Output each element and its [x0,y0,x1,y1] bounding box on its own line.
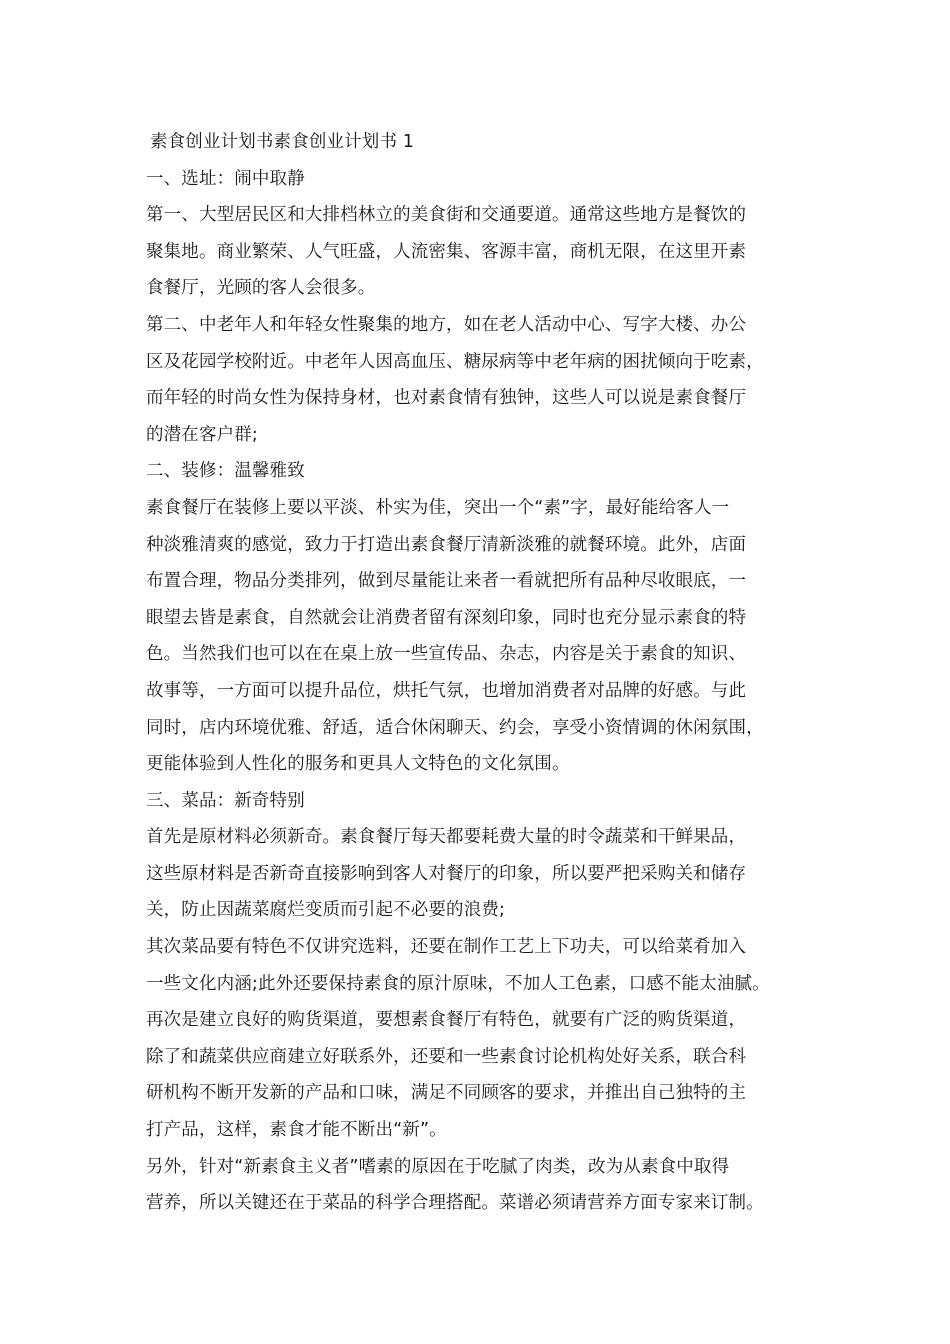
text-line: 而年轻的时尚女性为保持身材，也对素食情有独钟，这些人可以说是素食餐厅 [146,388,747,409]
section-heading-dishes: 三、菜品：新奇特别 [146,790,305,811]
document-body [146,124,826,1222]
text-line: 色。当然我们也可以在在桌上放一些宣传品、杂志，内容是关于素食的知识、 [146,644,747,665]
text-line: 一些文化内涵;此外还要保持素食的原汁原味，不加人工色素，口感不能太油腻。 [146,973,770,994]
text-line: 同时，店内环境优雅、舒适，适合休闲聊天、约会，享受小资情调的休闲氛围， [146,717,764,738]
section-heading-decoration: 二、装修：温馨雅致 [146,461,305,482]
text-line: 这些原材料是否新奇直接影响到客人对餐厅的印象，所以要严把采购关和储存 [146,863,747,884]
text-line: 更能体验到人性化的服务和更具人文特色的文化氛围。 [146,754,570,775]
text-line: 第二、中老年人和年轻女性聚集的地方，如在老人活动中心、写字大楼、办公 [146,314,747,335]
section-heading-location: 一、选址：闹中取静 [146,168,305,189]
text-line: 眼望去皆是素食，自然就会让消费者留有深刻印象，同时也充分显示素食的特 [146,607,747,628]
text-line: 打产品，这样，素食才能不断出“新”。 [146,1120,447,1141]
text-line: 营养，所以关键还在于菜品的科学合理搭配。菜谱必须请营养方面专家来订制。 [146,1193,764,1214]
text-line: 布置合理，物品分类排列，做到尽量能让来者一看就把所有品种尽收眼底，一 [146,571,747,592]
document-title: 素食创业计划书素食创业计划书 1 [150,132,415,152]
text-line: 素食餐厅在装修上要以平淡、朴实为佳，突出一个“素”字，最好能给客人一 [146,497,730,518]
text-line: 另外，针对“新素食主义者”嗜素的原因在于吃腻了肉类，改为从素食中取得 [146,1156,730,1177]
text-line: 区及花园学校附近。中老年人因高血压、糖尿病等中老年病的困扰倾向于吃素， [146,351,764,372]
text-line: 再次是建立良好的购货渠道，要想素食餐厅有特色，就要有广泛的购货渠道， [146,1010,747,1031]
text-line: 关，防止因蔬菜腐烂变质而引起不必要的浪费; [146,900,506,921]
text-line: 除了和蔬菜供应商建立好联系外，还要和一些素食讨论机构处好关系，联合科 [146,1046,747,1067]
text-line: 聚集地。商业繁荣、人气旺盛，人流密集、客源丰富，商机无限，在这里开素 [146,241,747,262]
text-line: 其次菜品要有特色不仅讲究选料，还要在制作工艺上下功夫，可以给菜肴加入 [146,937,747,958]
text-line: 种淡雅清爽的感觉，致力于打造出素食餐厅清新淡雅的就餐环境。此外，店面 [146,534,747,555]
text-line: 研机构不断开发新的产品和口味，满足不同顾客的要求，并推出自己独特的主 [146,1083,747,1104]
text-line: 的潜在客户群; [146,424,258,445]
text-line: 故事等，一方面可以提升品位，烘托气氛，也增加消费者对品牌的好感。与此 [146,680,747,701]
text-line: 第一、大型居民区和大排档林立的美食街和交通要道。通常这些地方是餐饮的 [146,205,747,226]
text-line: 首先是原材料必须新奇。素食餐厅每天都要耗费大量的时令蔬菜和干鲜果品， [146,827,747,848]
text-line: 食餐厅，光顾的客人会很多。 [146,278,376,299]
